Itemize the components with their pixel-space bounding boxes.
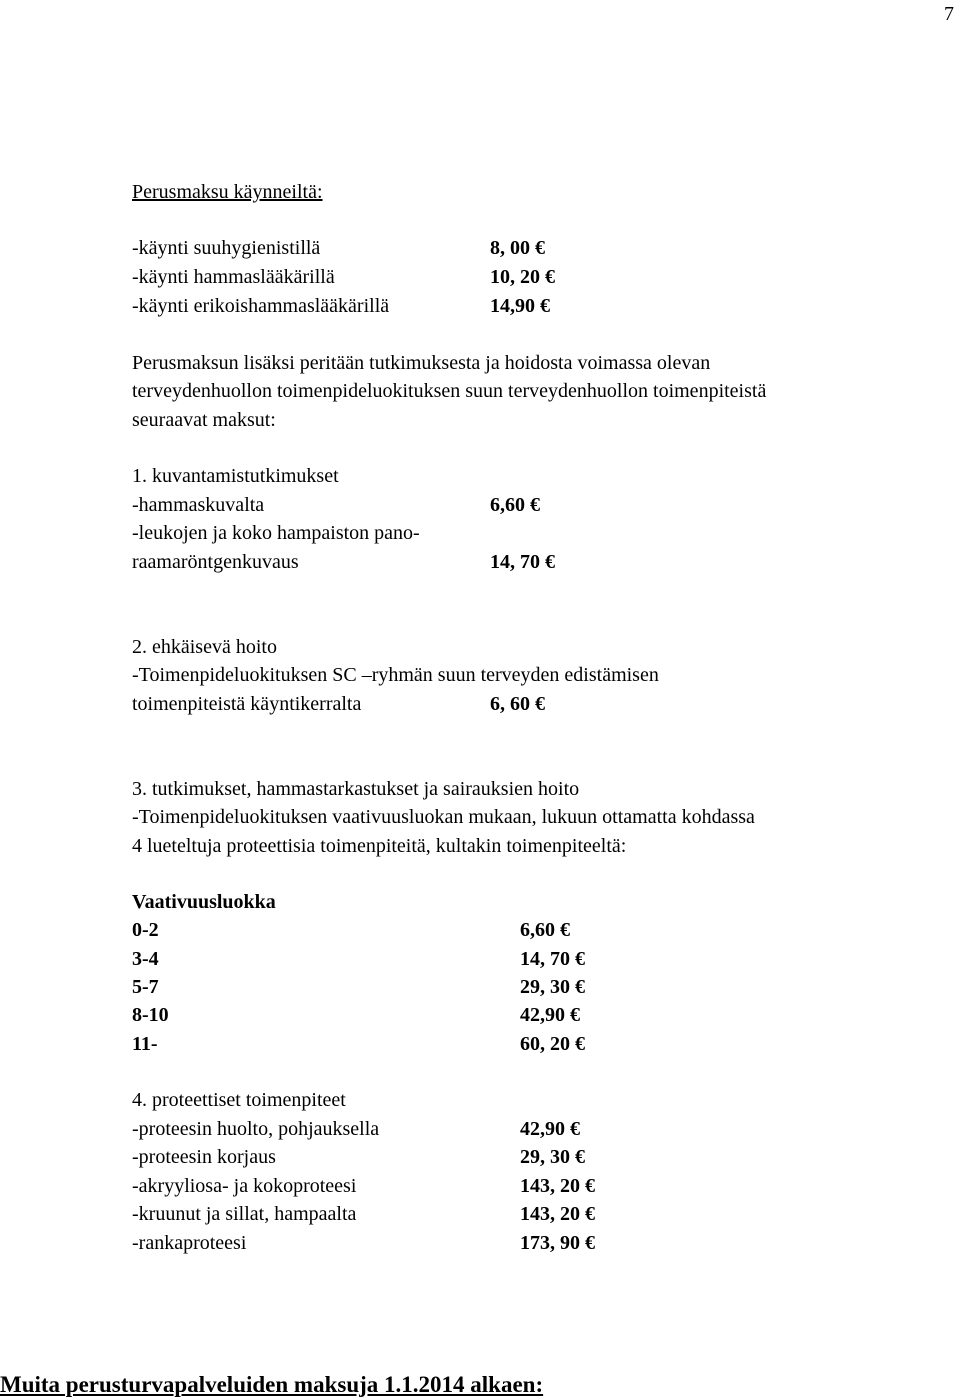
section3-line: -Toimenpideluokituksen vaativuusluokan mukaan, lukuun ottamatta kohdassa <box>132 806 755 828</box>
class-table-heading: Vaativuusluokka <box>132 891 276 913</box>
section4-row-label: -proteesin huolto, pohjauksella <box>132 1118 380 1140</box>
section3-title: 3. tutkimukset, hammastarkastukset ja sairauksien hoito <box>132 778 580 800</box>
visit-amount: 14,90 € <box>490 295 550 317</box>
section4-row-amount: 143, 20 € <box>520 1203 595 1225</box>
section4-title: 4. proteettiset toimenpiteet <box>132 1089 346 1111</box>
visit-label: -käynti suuhygienistillä <box>132 237 321 259</box>
intro-line: Perusmaksun lisäksi peritään tutkimuksesta ja hoidosta voimassa olevan <box>132 352 711 374</box>
visit-label: -käynti hammaslääkärillä <box>132 266 335 288</box>
class-label: 8-10 <box>132 1004 169 1026</box>
intro-line: seuraavat maksut: <box>132 409 276 431</box>
fee-heading: Perusmaksu käynneiltä: <box>132 181 323 203</box>
section2-line: -Toimenpideluokituksen SC –ryhmän suun terveyden edistämisen <box>132 664 659 686</box>
page-number: 7 <box>944 3 954 25</box>
class-amount: 14, 70 € <box>520 948 585 970</box>
section1-row-amount: 14, 70 € <box>490 551 555 573</box>
section1-row-label: -hammaskuvalta <box>132 494 265 516</box>
section2-title: 2. ehkäisevä hoito <box>132 636 277 658</box>
class-label: 11- <box>132 1033 158 1055</box>
class-amount: 60, 20 € <box>520 1033 585 1055</box>
section1-row-amount: 6,60 € <box>490 494 540 516</box>
section4-row-amount: 143, 20 € <box>520 1175 595 1197</box>
section4-row-amount: 173, 90 € <box>520 1232 595 1254</box>
section4-row-label: -akryyliosa- ja kokoproteesi <box>132 1175 357 1197</box>
visit-amount: 8, 00 € <box>490 237 545 259</box>
class-label: 0-2 <box>132 919 159 941</box>
section1-row-label: -leukojen ja koko hampaiston pano- <box>132 522 420 544</box>
intro-line: terveydenhuollon toimenpideluokituksen suun terveydenhuollon toimenpiteistä <box>132 380 767 402</box>
section4-row-label: -proteesin korjaus <box>132 1146 276 1168</box>
footer-heading: Muita perusturvapalveluiden maksuja 1.1.2014 alkaen: <box>0 1372 544 1397</box>
section1-title: 1. kuvantamistutkimukset <box>132 465 339 487</box>
section4-row-amount: 29, 30 € <box>520 1146 585 1168</box>
class-label: 3-4 <box>132 948 159 970</box>
section4-row-label: -rankaproteesi <box>132 1232 247 1254</box>
class-amount: 29, 30 € <box>520 976 585 998</box>
section2-amount: 6, 60 € <box>490 693 545 715</box>
section3-line: 4 lueteltuja proteettisia toimenpiteitä, kultakin toimenpiteeltä: <box>132 835 627 857</box>
class-amount: 42,90 € <box>520 1004 580 1026</box>
visit-amount: 10, 20 € <box>490 266 555 288</box>
section4-row-amount: 42,90 € <box>520 1118 580 1140</box>
visit-label: -käynti erikoishammaslääkärillä <box>132 295 390 317</box>
section2-line: toimenpiteistä käyntikerralta <box>132 693 362 715</box>
section4-row-label: -kruunut ja sillat, hampaalta <box>132 1203 357 1225</box>
section1-row-label: raamaröntgenkuvaus <box>132 551 299 573</box>
class-label: 5-7 <box>132 976 159 998</box>
class-amount: 6,60 € <box>520 919 570 941</box>
